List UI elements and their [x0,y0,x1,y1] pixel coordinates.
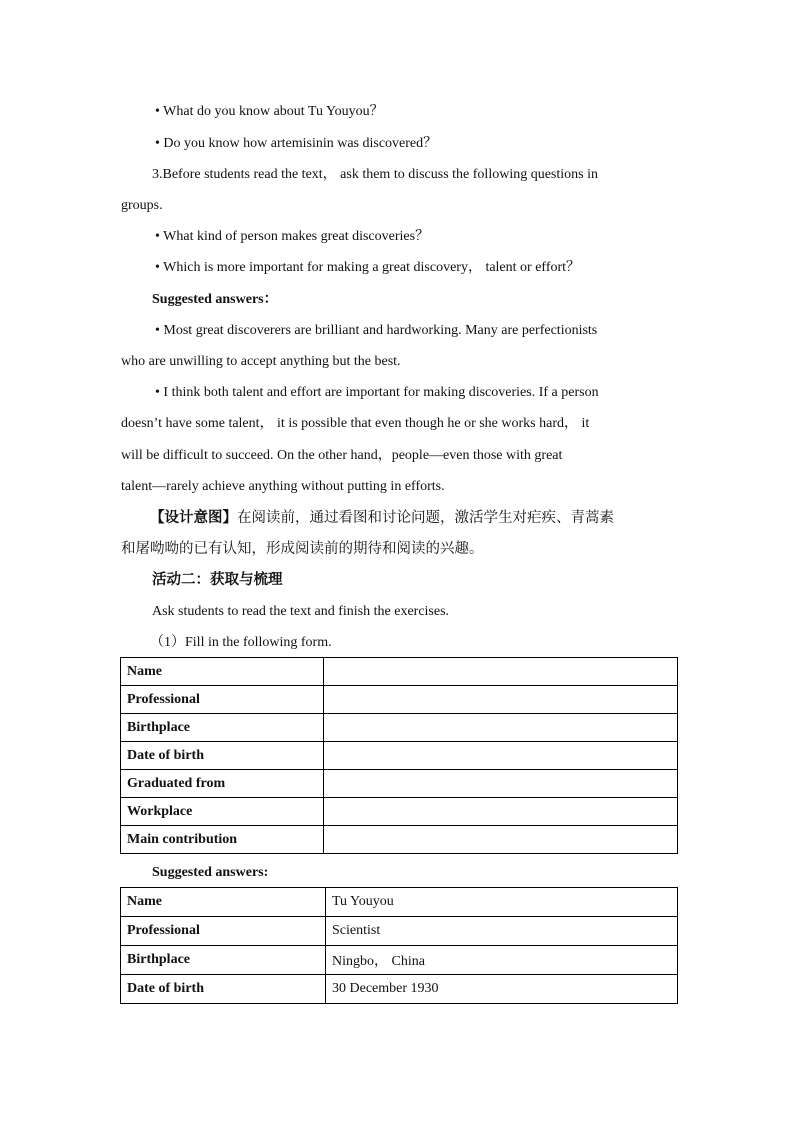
field-label: Birthplace [121,714,324,742]
field-label: Main contribution [121,826,324,854]
answer-form-table [120,887,678,1004]
question-great-discoveries: • What kind of person makes great discoveries？ [155,229,430,244]
question-tu-youyou: • What do you know about Tu Youyou？ [155,104,384,119]
field-value [324,770,678,798]
answer-1-line-1: • Most great discoverers are brilliant and hardworking. Many are perfectionists [155,323,598,338]
blank-form-table [120,657,678,854]
table-row [121,917,678,946]
table-row [121,888,678,917]
field-value [324,742,678,770]
question-talent-effort: • Which is more important for making a great discovery， talent or effort？ [155,260,581,275]
field-value [324,658,678,686]
design-intent-tag: 【设计意图】 [150,510,237,526]
field-value [324,826,678,854]
field-label: Professional [121,917,326,946]
field-label: Professional [121,686,324,714]
activity-2-heading: 活动二：获取与梳理 [152,572,283,588]
suggested-answers-form-heading: Suggested answers: [152,865,269,880]
field-label: Name [121,658,324,686]
design-intent-text: 在阅读前，通过看图和讨论问题，激活学生对疟疾、青蒿素 [237,510,614,526]
field-value: 30 December 1930 [326,975,678,1004]
table-row [121,975,678,1004]
question-artemisinin: • Do you know how artemisinin was discovered？ [155,136,438,151]
table-row [121,686,678,714]
table-row [121,770,678,798]
field-label: Workplace [121,798,324,826]
table-row [121,826,678,854]
field-label: Date of birth [121,975,326,1004]
answer-2-line-1: • I think both talent and effort are important for making discoveries. If a person [155,385,599,400]
table-row [121,658,678,686]
answer-2-line-3: will be difficult to succeed. On the other hand，people—even those with great [121,448,563,463]
table-row [121,798,678,826]
answer-2-line-2: doesn’t have some talent， it is possible that even though he or she works hard， it [121,416,590,431]
field-label: Birthplace [121,946,326,975]
answer-1-line-2: who are unwilling to accept anything but the best. [121,354,401,369]
step-3-continuation: groups. [121,198,163,213]
field-label: Graduated from [121,770,324,798]
design-intent-line-1 [150,509,614,527]
instruction-fill-form: （1）Fill in the following form. [150,635,332,650]
field-value [324,686,678,714]
design-intent-line-2: 和屠呦呦的已有认知，形成阅读前的期待和阅读的兴趣。 [121,541,484,557]
table-row [121,714,678,742]
suggested-answers-heading: Suggested answers： [152,292,278,307]
field-value [324,798,678,826]
step-3-text: 3.Before students read the text， ask them to discuss the following questions in [152,167,598,182]
field-value: Tu Youyou [326,888,678,917]
step-3-line [152,166,672,184]
table-row [121,742,678,770]
table-row [121,946,678,975]
field-label: Date of birth [121,742,324,770]
field-label: Name [121,888,326,917]
field-value: Scientist [326,917,678,946]
field-value [324,714,678,742]
instruction-read-text: Ask students to read the text and finish the exercises. [152,604,450,619]
field-value: Ningbo， China [326,946,678,975]
answer-2-line-4: talent—rarely achieve anything without putting in efforts. [121,479,445,494]
